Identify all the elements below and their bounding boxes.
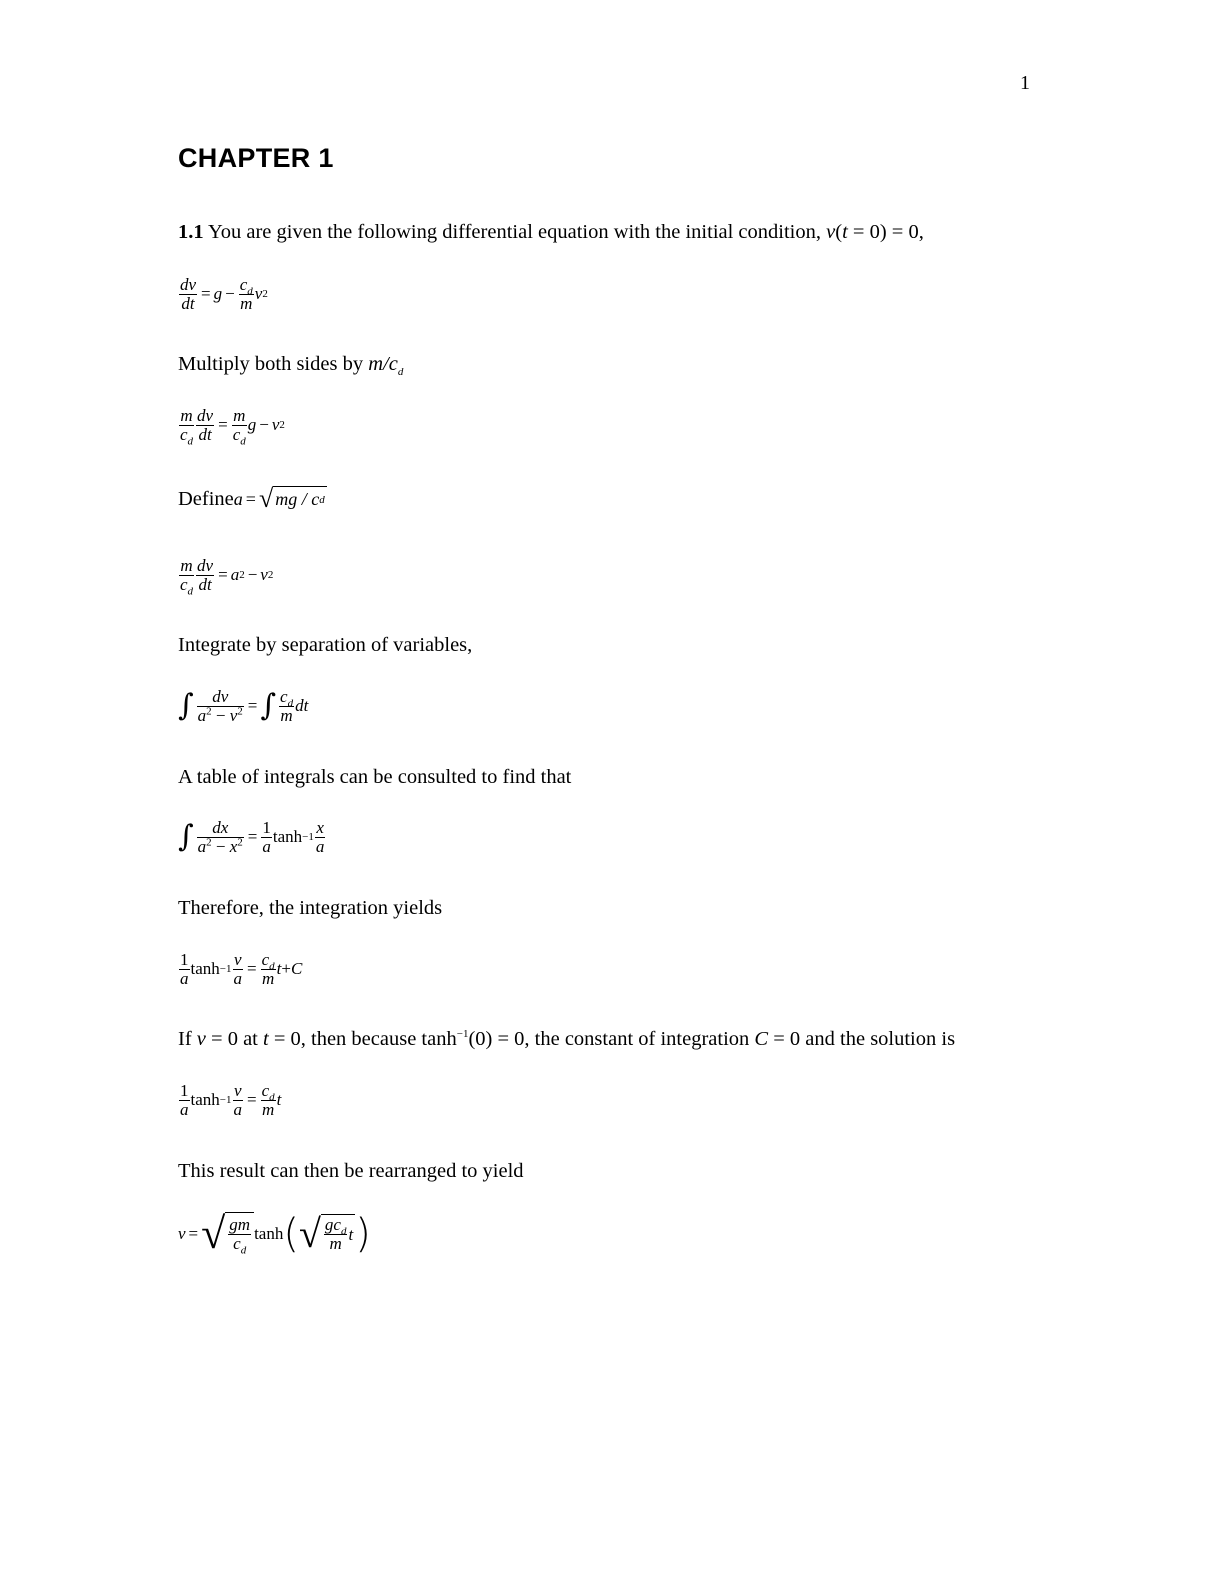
eq6-a: a: [180, 968, 189, 988]
equation-7: $\frac{1}{a}$ tanh −1 $\frac{v}{a}$ = $\frac{c_d}{m}$ t: [180, 1081, 282, 1119]
left-paren-icon: (: [283, 1211, 299, 1257]
eq7-equals: =: [247, 1090, 257, 1110]
eq6-v: v: [233, 950, 242, 969]
integral-icon: ∫: [178, 819, 194, 855]
problem-intro-text: You are given the following differential equation with the initial condition,: [208, 221, 827, 243]
eq2-m2: m: [233, 406, 246, 425]
therefore-text: Therefore, the integration yields: [178, 897, 443, 919]
eq5-x-sq: 2: [237, 836, 243, 849]
eq3-equals: =: [218, 565, 228, 585]
eq7-tanh: tanh: [190, 1090, 220, 1110]
eq4-a-sq: 2: [206, 705, 212, 718]
eq8-d: d: [240, 1244, 247, 1257]
define-label: Define: [178, 487, 234, 510]
page-number: 1: [1020, 72, 1030, 94]
eq8-v: v: [178, 1224, 186, 1243]
eq2-c2: c: [232, 424, 241, 444]
eq5-a3: a: [315, 836, 325, 856]
eq2-dt: dt: [198, 424, 212, 444]
eq3-m: m: [180, 556, 193, 575]
if-text: [178, 1028, 955, 1051]
right-paren-icon: ): [355, 1211, 371, 1257]
eq1-d: d: [247, 285, 253, 298]
eq8-c: c: [233, 1234, 241, 1253]
eq5-dx: dx: [212, 818, 229, 837]
multiply-text: [178, 353, 404, 379]
eq5-x: x: [229, 836, 238, 856]
rearrange-text: This result can then be rearranged to yield: [178, 1160, 524, 1182]
eq5-a2: a: [262, 836, 271, 856]
equation-4: [178, 688, 308, 725]
eq3-dt: dt: [198, 574, 212, 594]
eq4-v-sq: 2: [237, 705, 243, 718]
eq5-a-sq: 2: [206, 836, 212, 849]
define-d: d: [319, 493, 325, 506]
sqrt-icon: √: [201, 1209, 226, 1258]
eq8-m: m: [329, 1234, 342, 1253]
equation-8: [178, 1209, 371, 1258]
eq1-m: m: [240, 293, 253, 313]
eq4-c: c: [280, 687, 288, 706]
multiply-d: d: [397, 366, 404, 379]
eq4-d: d: [287, 697, 294, 710]
eq4-dv: dv: [212, 687, 229, 706]
eq6-c: c: [261, 950, 270, 969]
eq1-dv: dv: [180, 275, 197, 294]
eq4-v: v: [229, 705, 238, 725]
eq2-v: v: [271, 415, 280, 435]
eq6-t: t: [276, 959, 282, 979]
condition-t: t: [842, 221, 848, 243]
condition-v: v: [826, 221, 836, 243]
eq4-dt: dt: [295, 696, 309, 716]
eq3-minus: −: [247, 565, 258, 585]
eq2-minus: −: [259, 415, 269, 435]
eq7-one: 1: [180, 1081, 189, 1100]
eq2-dv: dv: [197, 406, 214, 425]
if-mid1: = 0 at: [205, 1028, 263, 1050]
equation-5: ∫ $\frac{dx}{a^2 - x^2}$ = $\frac{1}{a}$ tanh −1 $\frac{x}{a}$: [178, 818, 325, 856]
sqrt-icon: √: [258, 484, 274, 513]
if-mid2: = 0, then because tanh: [268, 1028, 457, 1050]
condition-end: = 0) = 0,: [847, 221, 924, 243]
eq6-equals: =: [247, 959, 257, 979]
equation-2: $\frac{m}{c_d}$ $\frac{dv}{dt}$ = $\frac{m}{c_d}$ g − v 2: [180, 406, 285, 448]
multiply-m: m: [368, 353, 384, 375]
eq5-one: 1: [262, 818, 271, 837]
eq7-m: m: [261, 1099, 275, 1119]
eq6-d: d: [269, 960, 275, 973]
table-text: A table of integrals can be consulted to find that: [178, 766, 572, 788]
equation-6: $\frac{1}{a}$ tanh −1 $\frac{v}{a}$ = $\frac{c_d}{m}$ t + C: [180, 950, 303, 988]
eq3-a: a: [230, 565, 240, 585]
multiply-slash: /: [383, 353, 389, 375]
if-prefix: If: [178, 1028, 197, 1050]
eq5-minus: −: [215, 836, 226, 856]
define-text: [178, 486, 327, 512]
eq6-one: 1: [180, 950, 189, 969]
define-equals: =: [245, 488, 256, 509]
problem-number: 1.1: [178, 221, 204, 243]
eq8-gc: gc: [324, 1215, 341, 1235]
eq6-a2: a: [233, 968, 242, 988]
eq7-v: v: [233, 1081, 242, 1100]
equation-1: $\frac{dv}{dt}$ = g − $\frac{c_d}{m}$ v 2: [180, 275, 268, 313]
if-v: v: [196, 1028, 206, 1050]
if-t: t: [263, 1028, 269, 1050]
eq4-m: m: [280, 705, 293, 725]
eq2-d: d: [187, 435, 194, 448]
eq1-g: g: [213, 284, 223, 304]
eq1-dt: dt: [181, 293, 195, 313]
eq2-g: g: [247, 415, 257, 435]
eq3-d: d: [187, 585, 194, 598]
define-slash: /: [301, 489, 307, 509]
eq4-equals: =: [247, 696, 258, 716]
eq2-m: m: [180, 406, 193, 425]
eq1-equals: =: [201, 284, 211, 304]
define-a: a: [233, 488, 243, 509]
define-mg: mg: [275, 489, 298, 509]
eq5-tanh: tanh: [272, 827, 303, 847]
if-C: C: [754, 1028, 769, 1050]
eq5-x2: x: [316, 818, 324, 837]
eq1-c: c: [239, 275, 248, 294]
eq7-c: c: [261, 1081, 270, 1100]
eq7-d: d: [269, 1091, 275, 1104]
multiply-label: Multiply both sides by: [178, 353, 369, 375]
eq8-d2: d: [340, 1225, 347, 1238]
eq8-t: t: [348, 1224, 354, 1244]
eq7-a: a: [180, 1099, 189, 1119]
eq6-tanh: tanh: [190, 959, 220, 979]
equation-3: $\frac{m}{c_d}$ $\frac{dv}{dt}$ = a 2 − v 2: [180, 556, 274, 598]
eq3-c: c: [180, 574, 188, 594]
if-mid3: (0) = 0, the constant of integration: [468, 1028, 755, 1050]
eq3-v: v: [260, 565, 268, 585]
eq6-plus: +: [281, 959, 291, 979]
multiply-c: c: [388, 353, 398, 375]
eq7-t: t: [276, 1090, 282, 1110]
eq8-tanh: tanh: [254, 1224, 284, 1243]
eq1-minus: −: [225, 284, 235, 304]
eq6-m: m: [261, 968, 275, 988]
eq6-C: C: [290, 959, 303, 979]
eq4-a: a: [197, 705, 207, 725]
eq8-equals: =: [188, 1224, 199, 1243]
eq3-dv: dv: [197, 556, 214, 575]
integral-icon: ∫: [178, 688, 194, 724]
eq8-gm: gm: [229, 1215, 251, 1235]
if-sup: −1: [456, 1028, 469, 1041]
eq2-c: c: [180, 424, 188, 444]
condition-paren: (: [835, 221, 843, 243]
integral-icon: ∫: [260, 688, 277, 724]
eq1-v: v: [254, 284, 263, 304]
integrate-text: Integrate by separation of variables,: [178, 634, 473, 656]
eq5-equals: =: [247, 827, 258, 847]
eq5-a: a: [197, 836, 207, 856]
sqrt-icon: √: [298, 1211, 321, 1256]
eq7-a2: a: [233, 1099, 242, 1119]
define-c: c: [311, 489, 320, 509]
if-end: = 0 and the solution is: [768, 1028, 956, 1050]
eq4-minus: −: [215, 705, 226, 725]
problem-intro: [178, 221, 924, 244]
eq2-d2: d: [240, 435, 246, 448]
eq2-equals: =: [218, 415, 228, 435]
chapter-title: CHAPTER 1: [178, 143, 334, 173]
